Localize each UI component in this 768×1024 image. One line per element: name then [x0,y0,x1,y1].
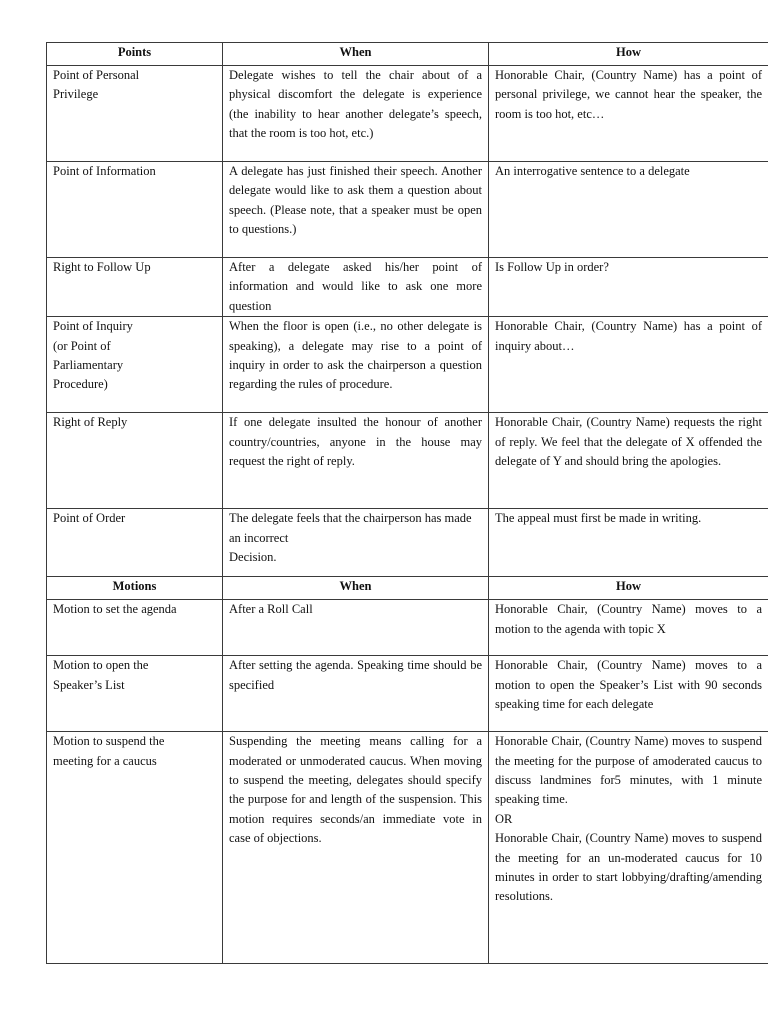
point-name: Point of Order [47,509,223,577]
motion-name: Motion to open the Speaker’s List [47,656,223,732]
table-row [47,509,768,577]
point-when: If one delegate insulted the honour of another country/countries, anyone in the house may request the right of reply. [223,413,489,509]
motion-when: After setting the agenda. Speaking time should be specified [223,656,489,732]
header-motions: Motions [47,577,223,600]
motion-name: Motion to set the agenda [47,600,223,656]
point-name: Right of Reply [47,413,223,509]
motion-name: Motion to suspend the meeting for a caucus [47,732,223,964]
table-row [47,66,768,162]
table-row [47,413,768,509]
motion-how: Honorable Chair, (Country Name) moves to suspend the meeting for the purpose of amoderated caucus to discuss landmines for5 minutes, with 1 minute speaking time. OR Honorable Chair, (Country Name) moves to suspend the meeting for an un-moderated caucus for 10 minutes in order to start lobbying/drafting/amending resolutions. [489,732,768,964]
header-how: How [489,43,768,66]
point-how: Honorable Chair, (Country Name) has a point of inquiry about… [489,317,768,413]
point-name: Point of Information [47,162,223,258]
header-when: When [223,43,489,66]
header-points: Points [47,43,223,66]
point-when: Delegate wishes to tell the chair about of a physical discomfort the delegate is experience (the inability to hear another delegate’s speech, that the room is too hot, etc.) [223,66,489,162]
point-how: The appeal must first be made in writing. [489,509,768,577]
header-how: How [489,577,768,600]
point-how: Is Follow Up in order? [489,258,768,317]
point-name: Point of Inquiry (or Point of Parliamentary Procedure) [47,317,223,413]
point-when: After a delegate asked his/her point of information and would like to ask one more question [223,258,489,317]
procedure-table [46,42,768,964]
point-name: Right to Follow Up [47,258,223,317]
table-row [47,258,768,317]
table-row [47,162,768,258]
motion-how: Honorable Chair, (Country Name) moves to a motion to open the Speaker’s List with 90 seconds speaking time for each delegate [489,656,768,732]
point-how: An interrogative sentence to a delegate [489,162,768,258]
points-header-row [47,43,768,66]
motion-how: Honorable Chair, (Country Name) moves to a motion to the agenda with topic X [489,600,768,656]
table-row [47,317,768,413]
motion-when: Suspending the meeting means calling for a moderated or unmoderated caucus. When moving to suspend the meeting, delegates should specify the purpose for and length of the suspension. This motion requires seconds/an immediate vote in case of objections. [223,732,489,964]
point-when: The delegate feels that the chairperson has made an incorrect Decision. [223,509,489,577]
point-how: Honorable Chair, (Country Name) has a point of personal privilege, we cannot hear the speaker, the room is too hot, etc… [489,66,768,162]
motions-header-row [47,577,768,600]
point-name: Point of Personal Privilege [47,66,223,162]
table-row [47,600,768,656]
header-when: When [223,577,489,600]
point-how: Honorable Chair, (Country Name) requests the right of reply. We feel that the delegate of X offended the delegate of Y and should bring the apologies. [489,413,768,509]
table-row [47,656,768,732]
table-row [47,732,768,964]
point-when: When the floor is open (i.e., no other delegate is speaking), a delegate may rise to a point of inquiry in order to ask the chairperson a question regarding the rules of procedure. [223,317,489,413]
motion-when: After a Roll Call [223,600,489,656]
point-when: A delegate has just finished their speech. Another delegate would like to ask them a question about speech. (Please note, that a speaker must be open to questions.) [223,162,489,258]
